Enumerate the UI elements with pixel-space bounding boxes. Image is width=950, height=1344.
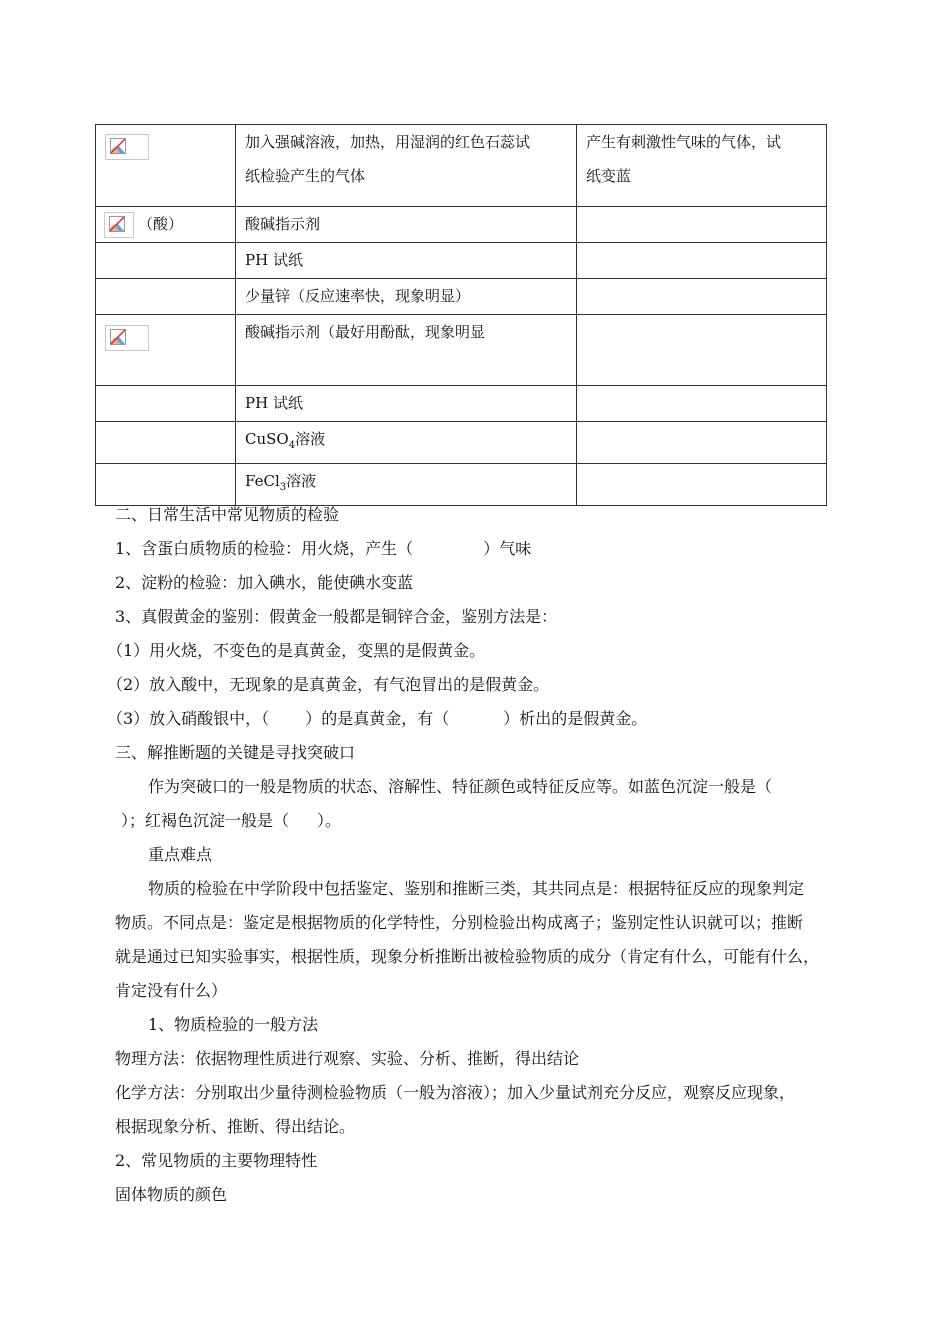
broken-image-icon <box>105 134 149 160</box>
table-cell-ion <box>96 315 236 386</box>
table-row <box>96 243 827 279</box>
table-cell-method: PH 试纸 <box>236 386 577 422</box>
text-run: ）；红褐色沉淀一般是（ <box>121 811 290 830</box>
text-run: 1、含蛋白质物质的检验：用火烧，产生（ <box>115 539 414 558</box>
text-run: （3）放入硝酸银中，（ <box>107 709 270 728</box>
acid-label: （酸） <box>138 215 184 233</box>
table-row <box>96 386 827 422</box>
table-cell-method: 酸碱指示剂 <box>236 207 577 243</box>
broken-image-icon <box>104 212 134 238</box>
section-heading: 二、日常生活中常见物质的检验 <box>115 505 340 524</box>
text-run: ）的是真黄金，有（ <box>305 709 450 728</box>
paragraph-line: （1）用火烧，不变色的是真黄金，变黑的是假黄金。 <box>107 641 486 660</box>
paragraph-line: 肯定没有什么） <box>115 981 228 1000</box>
table-cell-phenomenon <box>577 207 827 243</box>
table-cell-phenomenon <box>577 386 827 422</box>
paragraph-line: 化学方法：分别取出少量待测检验物质（一般为溶液）；加入少量试剂充分反应，观察反应现象， <box>115 1083 796 1102</box>
table-cell-phenomenon <box>577 422 827 464</box>
table-cell-ion <box>96 386 236 422</box>
table-cell-phenomenon <box>577 279 827 315</box>
cell-line: 纸检验产生的气体 <box>245 167 366 185</box>
formula-suffix: 溶液 <box>295 430 326 448</box>
table-cell-ion <box>96 243 236 279</box>
paragraph-line: 就是通过已知实验事实，根据性质，现象分析推断出被检验物质的成分（肯定有什么，可能有什么， <box>115 947 820 966</box>
table-row <box>96 125 827 207</box>
cell-line: 纸变蓝 <box>586 167 632 185</box>
formula-subscript: 3 <box>279 482 287 493</box>
paragraph-line: 2、淀粉的检验：加入碘水，能使碘水变蓝 <box>115 573 414 592</box>
table-cell-phenomenon <box>577 243 827 279</box>
formula-text: FeCl <box>245 472 280 490</box>
broken-image-icon <box>105 325 149 351</box>
table-row <box>96 207 827 243</box>
cell-line: 加入强碱溶液，加热，用湿润的红色石蕊试 <box>245 133 531 151</box>
formula-subscript: 4 <box>288 440 296 451</box>
table-cell-phenomenon <box>577 125 827 207</box>
section-heading: 三、解推断题的关键是寻找突破口 <box>115 743 356 762</box>
table-cell-method: 少量锌（反应速率快，现象明显） <box>236 279 577 315</box>
text-run: ）。 <box>317 811 342 830</box>
text-run: ）析出的是假黄金。 <box>503 709 648 728</box>
table-cell-method: 酸碱指示剂（最好用酚酞，现象明显 <box>236 315 577 386</box>
paragraph-line: 物质。不同点是：鉴定是根据物质的化学特性，分别检验出构成离子；鉴别定性认识就可以；推断 <box>115 913 804 932</box>
subheading: 重点难点 <box>148 845 213 864</box>
table-cell-method: PH 试纸 <box>236 243 577 279</box>
table-row <box>96 279 827 315</box>
paragraph-line <box>115 811 341 831</box>
paragraph-line: 作为突破口的一般是物质的状态、溶解性、特征颜色或特征反应等。如蓝色沉淀一般是（ <box>148 777 773 796</box>
paragraph-line: 固体物质的颜色 <box>115 1185 228 1204</box>
table-row <box>96 422 827 464</box>
table-row <box>96 464 827 506</box>
paragraph-line <box>115 539 531 559</box>
text-run: ）气味 <box>483 539 532 558</box>
table-cell-ion <box>96 125 236 207</box>
formula-text: CuSO <box>245 430 289 448</box>
paragraph-line: 根据现象分析、推断、得出结论。 <box>115 1117 356 1136</box>
subheading: 1、物质检验的一般方法 <box>148 1015 319 1034</box>
table-cell-ion <box>96 279 236 315</box>
paragraph-line <box>107 709 647 729</box>
cell-line: 产生有刺激性气味的气体，试 <box>586 133 782 151</box>
table-cell-ion <box>96 464 236 506</box>
table-row <box>96 315 827 386</box>
formula-suffix: 溶液 <box>286 472 317 490</box>
paragraph-line: 物理方法：依据物理性质进行观察、实验、分析、推断，得出结论 <box>115 1049 580 1068</box>
test-method-table <box>95 124 827 506</box>
table-cell-method <box>236 125 577 207</box>
table-cell-phenomenon <box>577 464 827 506</box>
paragraph-line: 3、真假黄金的鉴别：假黄金一般都是铜锌合金，鉴别方法是： <box>115 607 558 626</box>
subheading: 2、常见物质的主要物理特性 <box>115 1151 318 1170</box>
table-cell-ion <box>96 207 236 243</box>
table-cell-method <box>236 422 577 464</box>
paragraph-line: 物质的检验在中学阶段中包括鉴定、鉴别和推断三类，其共同点是：根据特征反应的现象判定 <box>148 879 805 898</box>
table-cell-ion <box>96 422 236 464</box>
table-cell-phenomenon <box>577 315 827 386</box>
paragraph-line: （2）放入酸中，无现象的是真黄金，有气泡冒出的是假黄金。 <box>107 675 550 694</box>
table-cell-method <box>236 464 577 506</box>
